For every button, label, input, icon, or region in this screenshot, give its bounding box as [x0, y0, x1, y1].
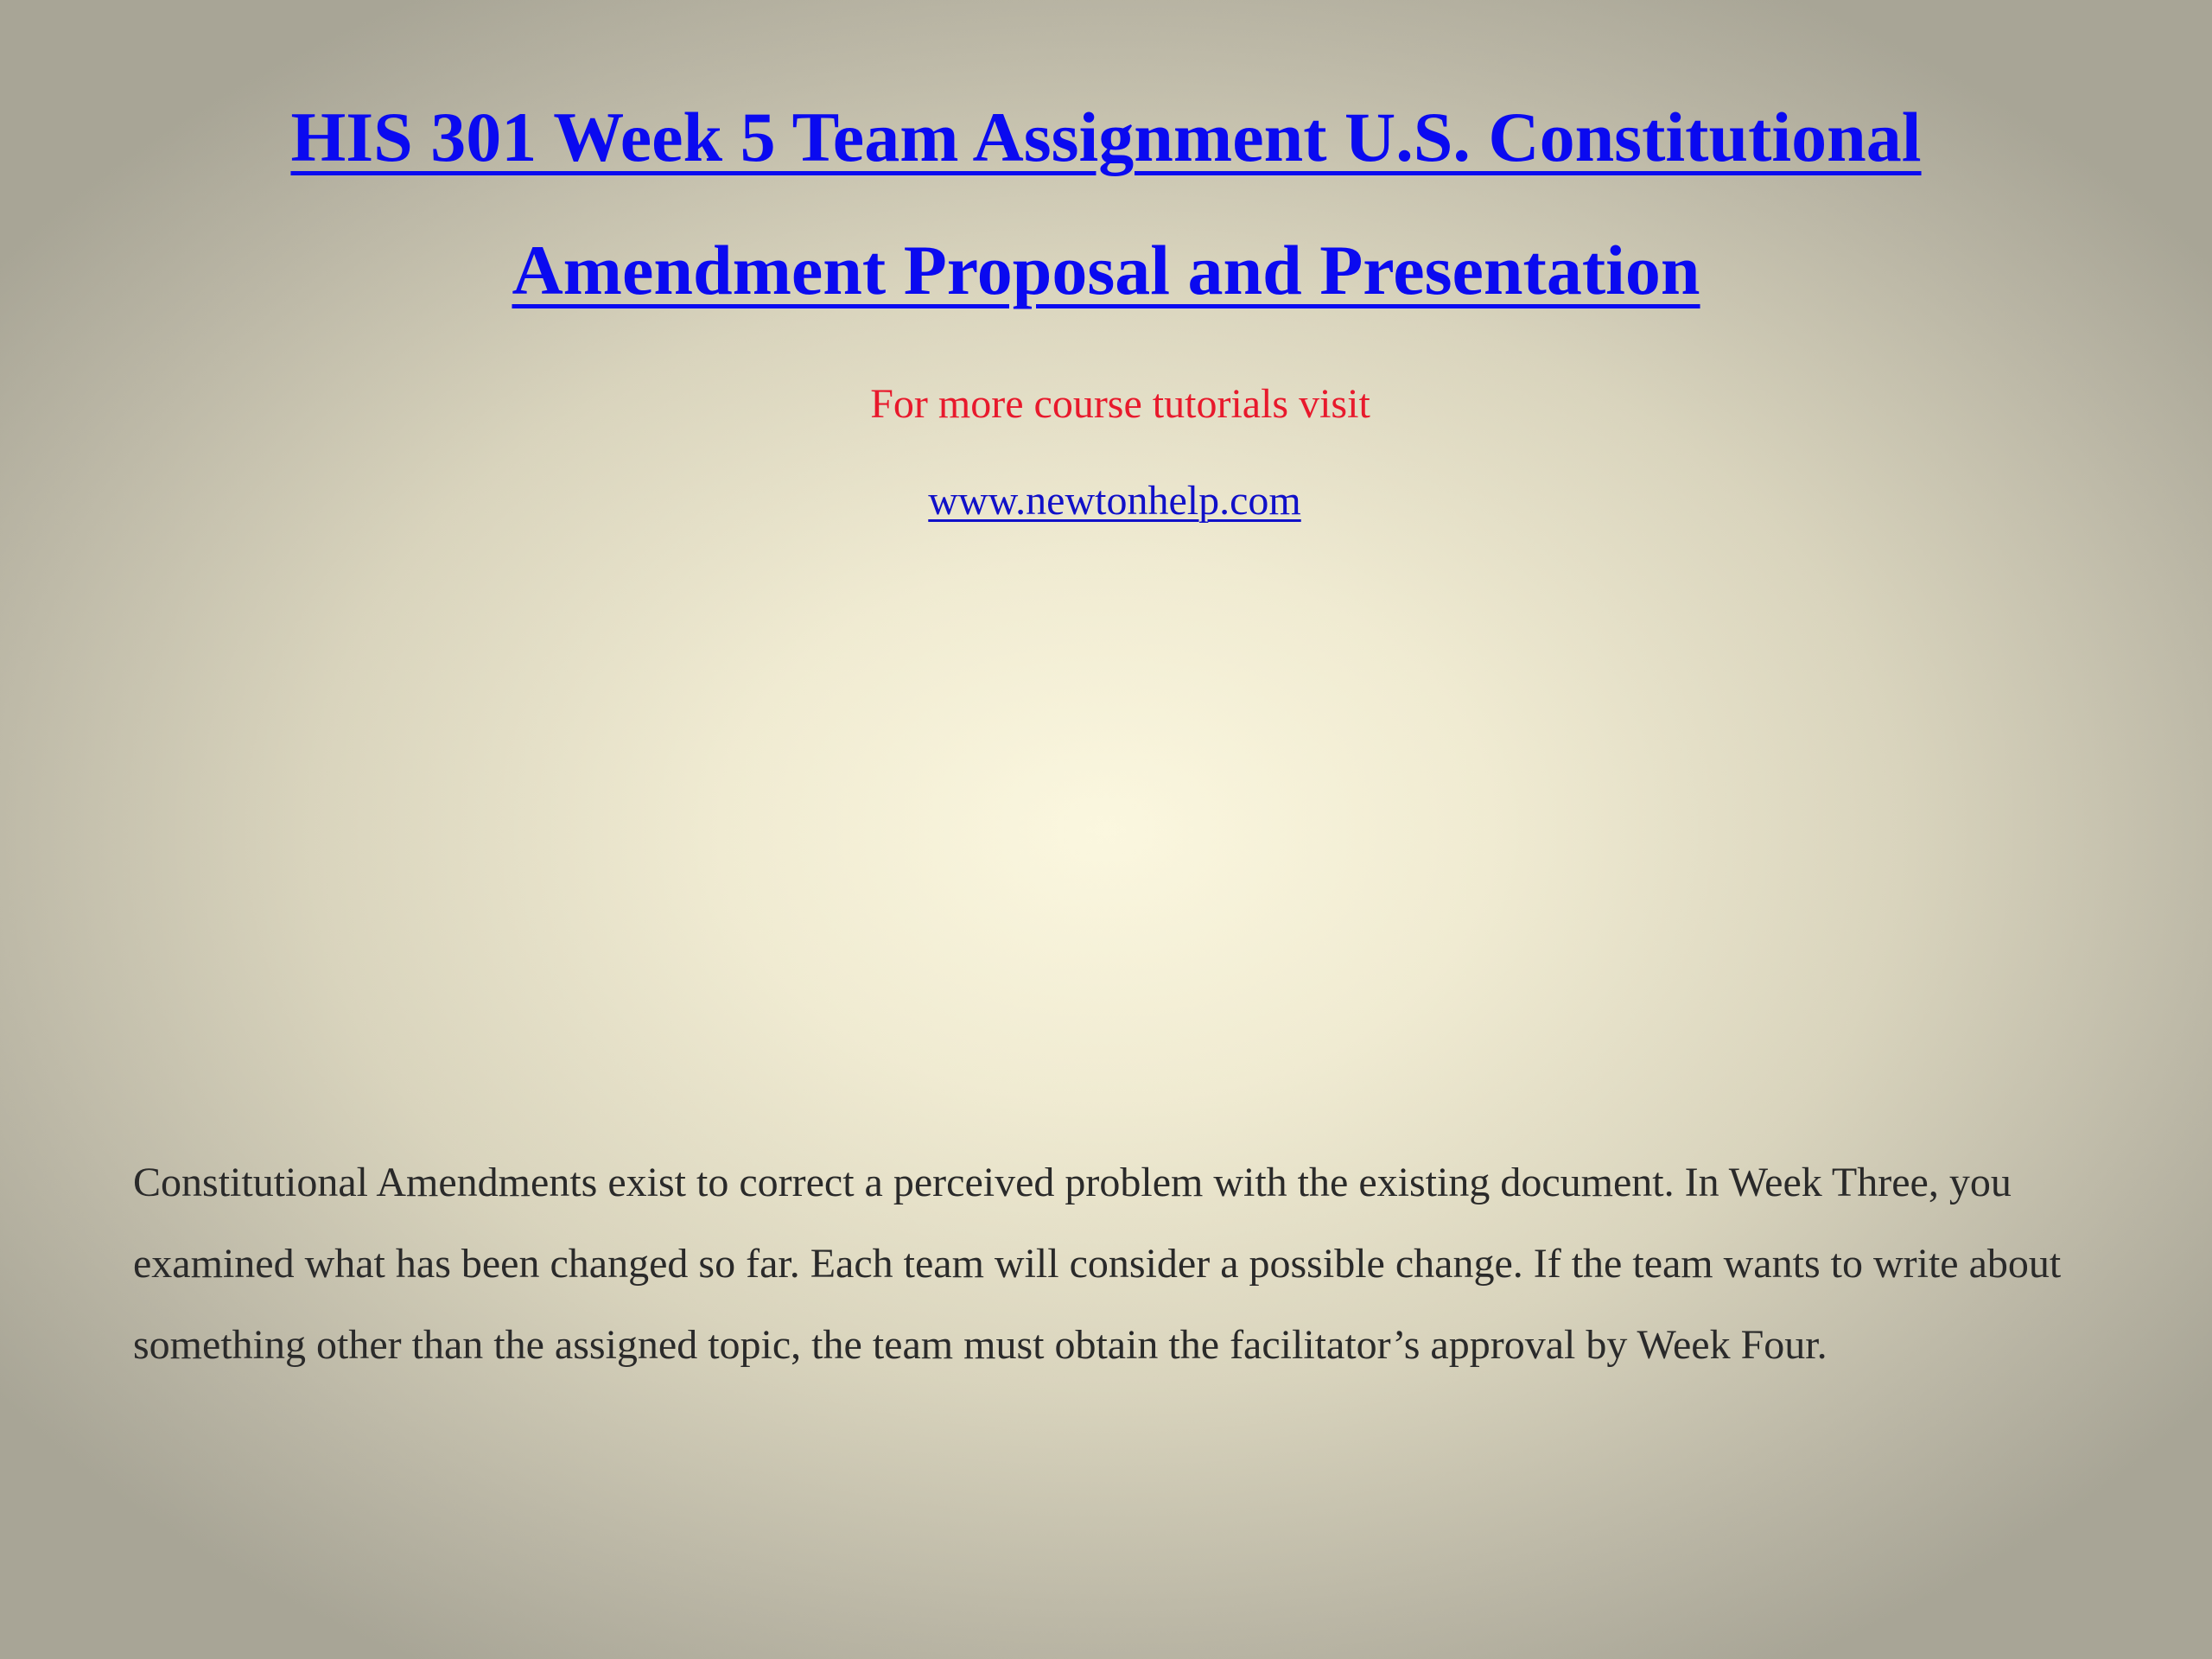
body-paragraph: Constitutional Amendments exist to correct a perceived problem with the existing document. In Week Three, you examined what has been changed so far. Each team will consider a possible change. If the team wants to write about something other than the assigned topic, the team must obtain the facilitator’s approval by Week Four.: [133, 1160, 2062, 1368]
subtitle: For more course tutorials visit: [870, 381, 1370, 427]
website-link[interactable]: www.newtonhelp.com: [928, 478, 1301, 524]
title-link[interactable]: HIS 301 Week 5 Team Assignment U.S. Constitutional Amendment Proposal and Presentation: [290, 98, 1922, 309]
website-url: [0, 475, 2212, 527]
slide-title: [173, 71, 2039, 337]
